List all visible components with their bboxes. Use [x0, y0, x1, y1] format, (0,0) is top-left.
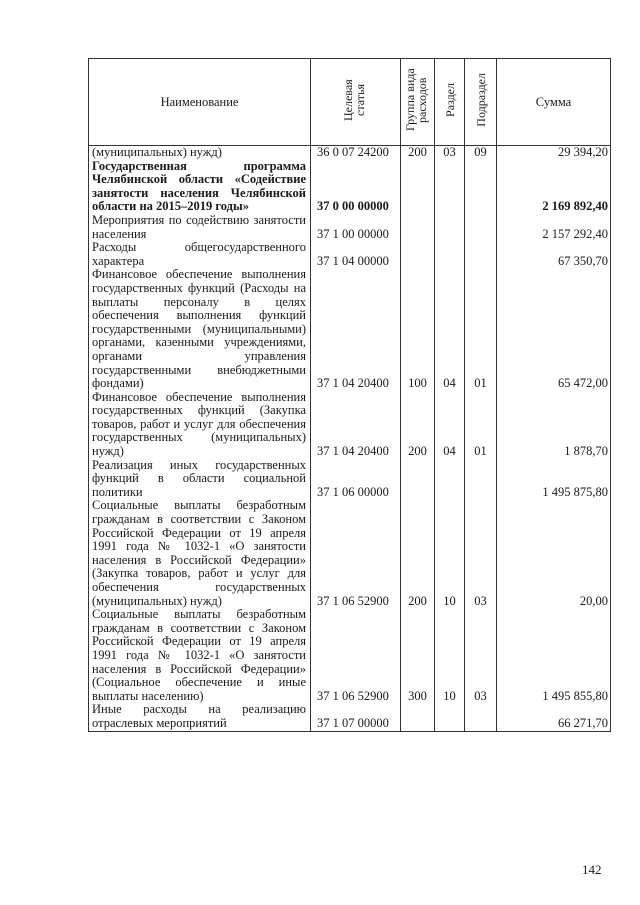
row-group: [401, 241, 435, 268]
row-subsection: 01: [465, 268, 497, 390]
header-sum: Сумма: [497, 59, 611, 146]
header-name: Наименование: [89, 59, 311, 146]
header-section: Раздел: [435, 59, 465, 146]
row-article: 37 1 04 00000: [311, 241, 401, 268]
table-header-row: [89, 59, 611, 146]
row-group: 100: [401, 268, 435, 390]
row-group: [401, 214, 435, 241]
row-name: Мероприятия по содействию занятости населения: [89, 214, 311, 241]
row-article: 37 1 04 20400: [311, 391, 401, 459]
table-row: [89, 146, 611, 160]
row-subsection: [465, 459, 497, 500]
page-number: 142: [582, 862, 602, 877]
row-article: 37 0 00 00000: [311, 160, 401, 214]
table-row: [89, 268, 611, 390]
row-group: 200: [401, 391, 435, 459]
row-name: Финансовое обеспечение выполнения государственных функций (Расходы на выплаты персоналу в целях обеспечения выполнения функций государственными (муниципальными) органами, казенными учреждениями, органами управления государственными внебюджетными фондами): [89, 268, 311, 390]
table-row: [89, 608, 611, 703]
table-row: [89, 214, 611, 241]
row-subsection: 03: [465, 608, 497, 703]
row-sum: 2 157 292,40: [497, 214, 611, 241]
row-sum: 1 495 855,80: [497, 608, 611, 703]
table-row: [89, 459, 611, 500]
row-subsection: [465, 160, 497, 214]
row-group: 200: [401, 499, 435, 608]
row-group: 300: [401, 608, 435, 703]
row-subsection: 03: [465, 499, 497, 608]
row-name: Расходы общегосударственного характера: [89, 241, 311, 268]
row-subsection: 01: [465, 391, 497, 459]
row-section: 04: [435, 268, 465, 390]
table-row: [89, 391, 611, 459]
row-group: 200: [401, 146, 435, 160]
row-section: [435, 214, 465, 241]
row-section: [435, 241, 465, 268]
row-group: [401, 703, 435, 731]
row-section: 10: [435, 499, 465, 608]
row-section: [435, 459, 465, 500]
row-group: [401, 459, 435, 500]
table-row: [89, 241, 611, 268]
row-name: Реализация иных государственных функций в области социальной политики: [89, 459, 311, 500]
row-article: 37 1 07 00000: [311, 703, 401, 731]
row-sum: 1 878,70: [497, 391, 611, 459]
row-sum: 67 350,70: [497, 241, 611, 268]
row-name: Социальные выплаты безработным гражданам в соответствии с Законом Российской Федерации от 19 апреля 1991 года № 1032-1 «О занятости населения в Российской Федерации» (Закупка товаров, работ и услуг для обеспечения государственных (муниципальных) нужд): [89, 499, 311, 608]
row-name: Финансовое обеспечение выполнения государственных функций (Закупка товаров, работ и услуг для обеспечения государственных (муниципальных) нужд): [89, 391, 311, 459]
budget-table: [88, 58, 611, 732]
row-name: (муниципальных) нужд): [89, 146, 311, 160]
row-subsection: [465, 241, 497, 268]
row-section: [435, 160, 465, 214]
row-name: Государственная программа Челябинской области «Содействие занятости населения Челябинской области на 2015–2019 годы»: [89, 160, 311, 214]
row-article: 37 1 06 00000: [311, 459, 401, 500]
row-section: 10: [435, 608, 465, 703]
row-sum: 20,00: [497, 499, 611, 608]
row-section: 03: [435, 146, 465, 160]
row-article: 37 1 06 52900: [311, 608, 401, 703]
row-section: 04: [435, 391, 465, 459]
header-target-article: Целевая статья: [311, 59, 401, 146]
row-sum: 2 169 892,40: [497, 160, 611, 214]
row-name: Иные расходы на реализацию отраслевых мероприятий: [89, 703, 311, 731]
row-sum: 66 271,70: [497, 703, 611, 731]
row-sum: 65 472,00: [497, 268, 611, 390]
row-subsection: [465, 703, 497, 731]
row-sum: 1 495 875,80: [497, 459, 611, 500]
row-article: 37 1 04 20400: [311, 268, 401, 390]
row-name: Социальные выплаты безработным гражданам в соответствии с Законом Российской Федерации от 19 апреля 1991 года № 1032-1 «О занятости населения в Российской Федерации» (Социальное обеспечение и иные выплаты населению): [89, 608, 311, 703]
row-article: 36 0 07 24200: [311, 146, 401, 160]
row-subsection: 09: [465, 146, 497, 160]
table-row: [89, 160, 611, 214]
row-subsection: [465, 214, 497, 241]
row-article: 37 1 06 52900: [311, 499, 401, 608]
table-row: [89, 499, 611, 608]
row-group: [401, 160, 435, 214]
row-sum: 29 394,20: [497, 146, 611, 160]
header-subsection: Подраздел: [465, 59, 497, 146]
header-expense-group: Группа вида расходов: [401, 59, 435, 146]
row-article: 37 1 00 00000: [311, 214, 401, 241]
table-row: [89, 703, 611, 731]
row-section: [435, 703, 465, 731]
